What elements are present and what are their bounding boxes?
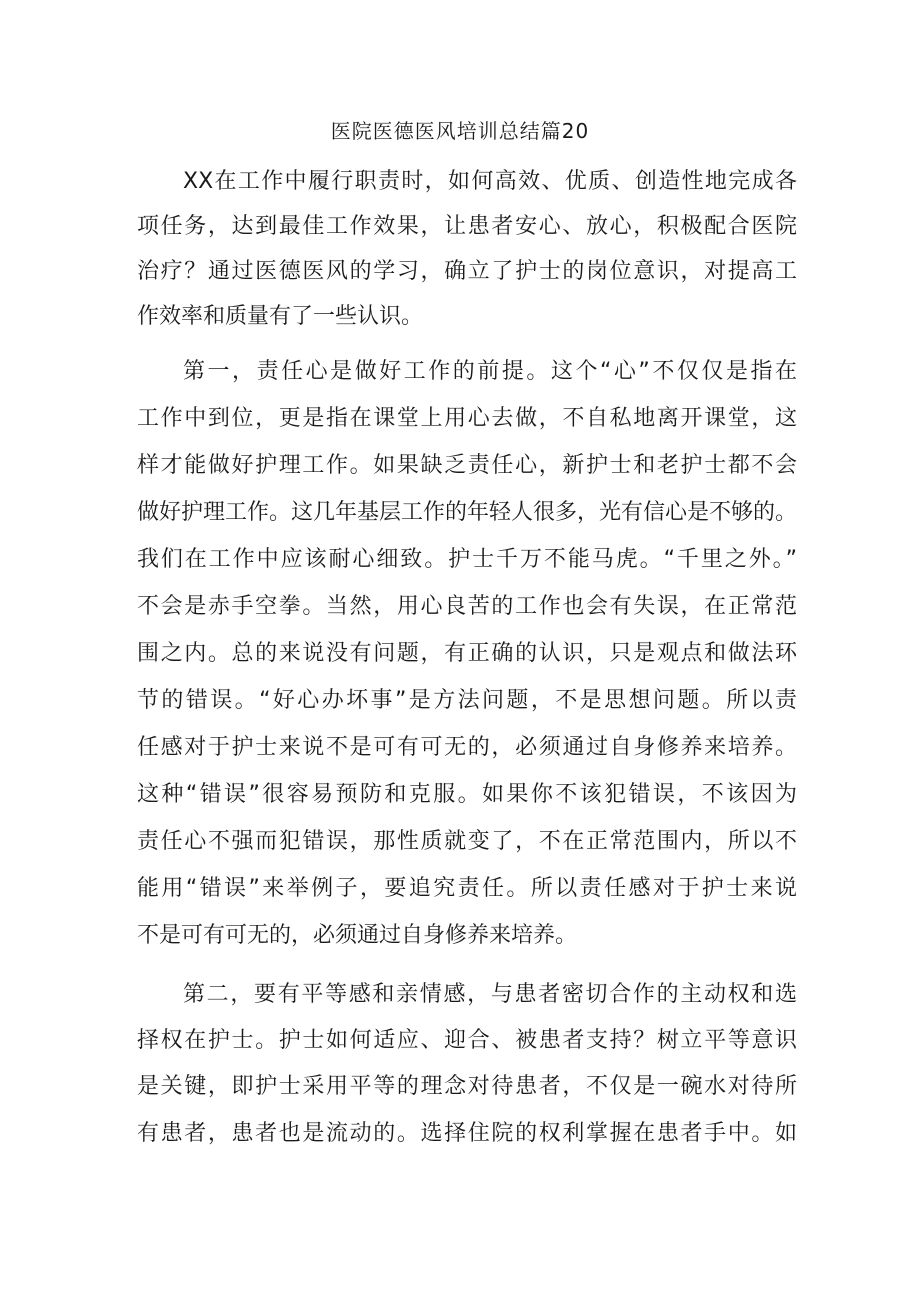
text-line: 有患者，患者也是流动的。选择住院的权利掌握在患者手中。如: [137, 1121, 797, 1146]
text-line: 围之内。总的来说没有问题，有正确的认识，只是观点和做法环: [137, 641, 797, 666]
text-line: 作效率和质量有了一些认识。: [137, 304, 424, 329]
text-line: 责任心不强而犯错误，那性质就变了，不在正常范围内，所以不: [137, 829, 797, 854]
text-line: 任感对于护士来说不是可有可无的，必须通过自身修养来培养。: [137, 735, 797, 760]
text-line: 节的错误。“好心办坏事”是方法问题，不是思想问题。所以责: [137, 688, 797, 713]
text-line: 第二，要有平等感和亲情感，与患者密切合作的主动权和选: [183, 982, 797, 1007]
text-line: 能用“错误”来举例子，要追究责任。所以责任感对于护士来说: [137, 876, 798, 901]
text-line: 我们在工作中应该耐心细致。护士千万不能马虎。“千里之外。”: [137, 547, 797, 572]
text-line: XX在工作中履行职责时，如何高效、优质、创造性地完成各: [183, 169, 797, 194]
document-title: 医院医德医风培训总结篇20: [330, 119, 590, 143]
text-line: 不会是赤手空拳。当然，用心良苦的工作也会有失误，在正常范: [137, 594, 797, 619]
text-line: 这种“错误”很容易预防和克服。如果你不该犯错误，不该因为: [137, 782, 798, 807]
text-line: 治疗？通过医德医风的学习，确立了护士的岗位意识，对提高工: [137, 259, 797, 284]
text-line: 做好护理工作。这几年基层工作的年轻人很多，光有信心是不够的。: [137, 500, 798, 525]
text-line: 择权在护士。护士如何适应、迎合、被患者支持？树立平等意识: [137, 1028, 797, 1053]
text-line: 第一，责任心是做好工作的前提。这个“心”不仅仅是指在: [183, 359, 797, 384]
text-line: 是关键，即护士采用平等的理念对待患者，不仅是一碗水对待所: [137, 1074, 797, 1099]
text-line: 样才能做好护理工作。如果缺乏责任心，新护士和老护士都不会: [137, 453, 797, 478]
text-line: 工作中到位，更是指在课堂上用心去做，不自私地离开课堂，这: [137, 406, 797, 431]
text-line: 项任务，达到最佳工作效果，让患者安心、放心，积极配合医院: [137, 214, 797, 239]
text-line: 不是可有可无的，必须通过自身修养来培养。: [137, 923, 578, 948]
